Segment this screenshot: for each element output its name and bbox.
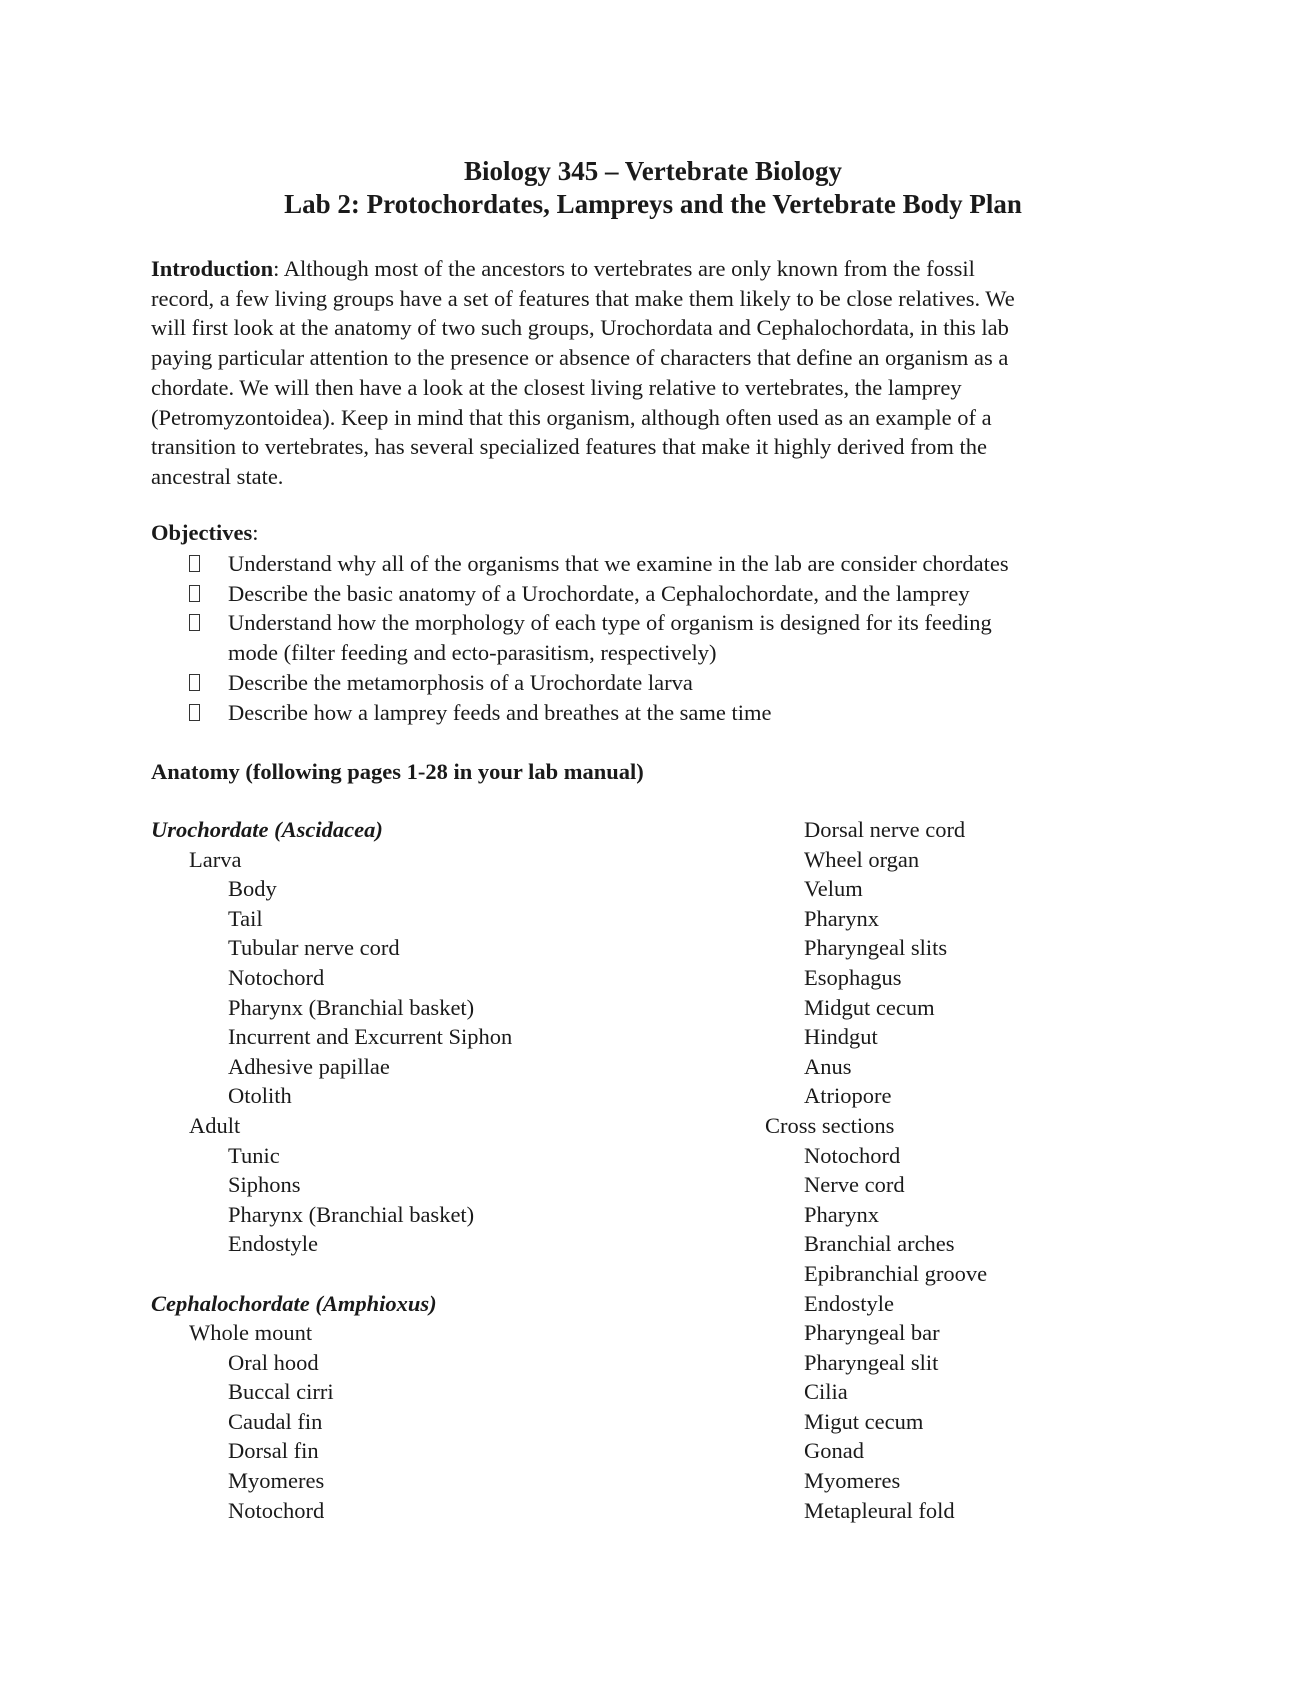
- anatomy-item: Atriopore: [804, 1083, 892, 1109]
- anatomy-item: Endostyle: [804, 1290, 894, 1316]
- anatomy-item: Pharynx: [804, 1201, 879, 1227]
- anatomy-item: Myomeres: [228, 1468, 325, 1494]
- anatomy-item: Tunic: [228, 1142, 280, 1168]
- lab-title: Lab 2: Protochordates, Lampreys and the Vertebrate Body Plan: [284, 189, 1022, 219]
- anatomy-item: Esophagus: [804, 964, 902, 990]
- anatomy-item: Tail: [228, 905, 263, 931]
- anatomy-item: Tubular nerve cord: [228, 935, 400, 961]
- anatomy-item: Hindgut: [804, 1024, 878, 1050]
- bullet-box-icon: [189, 555, 200, 572]
- anatomy-item: Cilia: [804, 1379, 848, 1405]
- intro-line: transition to vertebrates, has several specialized features that make it highly derived from the: [151, 434, 987, 460]
- anatomy-item: Buccal cirri: [228, 1379, 334, 1405]
- anatomy-item: Caudal fin: [228, 1408, 323, 1434]
- intro-line: record, a few living groups have a set of features that make them likely to be close relatives. We: [151, 285, 1015, 311]
- anatomy-item: Myomeres: [804, 1468, 901, 1494]
- anatomy-item: Siphons: [228, 1172, 301, 1198]
- anatomy-item: Metapleural fold: [804, 1497, 955, 1523]
- anatomy-item: Pharynx (Branchial basket): [228, 994, 475, 1020]
- intro-line: ancestral state.: [151, 463, 284, 489]
- bullet-box-icon: [189, 585, 200, 602]
- anatomy-item: Notochord: [228, 1497, 325, 1523]
- anatomy-item: Body: [228, 876, 277, 902]
- objective-item: Describe how a lamprey feeds and breathes at the same time: [0, 698, 1306, 728]
- bullet-box-icon: [189, 614, 200, 631]
- bullet-box-icon: [189, 674, 200, 691]
- intro-line: will first look at the anatomy of two such groups, Urochordata and Cephalochordata, in this lab: [151, 315, 1009, 341]
- intro-line: Introduction: Although most of the ancestors to vertebrates are only known from the fossil: [151, 256, 975, 281]
- anatomy-item: Epibranchial groove: [804, 1260, 988, 1286]
- intro-line: (Petromyzontoidea). Keep in mind that this organism, although often used as an example of a: [151, 404, 992, 430]
- intro-line: chordate. We will then have a look at the closest living relative to vertebrates, the lamprey: [151, 374, 962, 400]
- anatomy-subgroup: Larva: [189, 846, 242, 872]
- anatomy-item: Notochord: [228, 964, 325, 990]
- anatomy-item: Migut cecum: [804, 1408, 924, 1434]
- blank-line: [151, 1259, 711, 1289]
- anatomy-right-column: [727, 815, 1247, 1525]
- anatomy-heading: Anatomy (following pages 1-28 in your lab manual): [151, 759, 644, 784]
- anatomy-item: Nerve cord: [804, 1172, 905, 1198]
- introduction-paragraph: [151, 254, 1161, 492]
- anatomy-group-heading: Cephalochordate (Amphioxus): [151, 1290, 437, 1316]
- anatomy-item: Otolith: [228, 1083, 292, 1109]
- anatomy-item: Pharyngeal slits: [804, 935, 948, 961]
- anatomy-group-heading: Urochordate (Ascidacea): [151, 817, 383, 842]
- anatomy-item: Pharynx (Branchial basket): [228, 1201, 475, 1227]
- anatomy-item: Gonad: [804, 1438, 864, 1464]
- anatomy-item: Adhesive papillae: [228, 1053, 390, 1079]
- objective-item: Understand why all of the organisms that we examine in the lab are consider chordates: [0, 549, 1306, 579]
- anatomy-item: Notochord: [804, 1142, 901, 1168]
- anatomy-subgroup: Whole mount: [189, 1320, 313, 1346]
- anatomy-subgroup: Adult: [189, 1112, 241, 1138]
- anatomy-item: Pharynx: [804, 905, 879, 931]
- anatomy-item: Anus: [804, 1053, 852, 1079]
- bullet-box-icon: [189, 704, 200, 721]
- course-title: Biology 345 – Vertebrate Biology: [464, 156, 842, 186]
- anatomy-item: Wheel organ: [804, 846, 920, 872]
- anatomy-item: Pharyngeal slit: [804, 1349, 939, 1375]
- anatomy-subgroup: Cross sections: [765, 1112, 895, 1138]
- anatomy-left-column: [151, 815, 711, 1525]
- introduction-label: Introduction: [151, 256, 274, 281]
- objective-item: Describe the metamorphosis of a Urochordate larva: [0, 668, 1306, 698]
- anatomy-item: Oral hood: [228, 1349, 319, 1375]
- anatomy-item: Velum: [804, 876, 863, 902]
- anatomy-item: Branchial arches: [804, 1231, 955, 1257]
- objectives-heading: Objectives:: [151, 520, 259, 545]
- anatomy-item: Incurrent and Excurrent Siphon: [228, 1024, 513, 1050]
- objective-item: Describe the basic anatomy of a Urochordate, a Cephalochordate, and the lamprey: [0, 579, 1306, 609]
- anatomy-item: Pharyngeal bar: [804, 1320, 940, 1346]
- objective-item: Understand how the morphology of each type of organism is designed for its feeding mode (filter feeding and ecto-parasitism, respectively): [0, 608, 1306, 667]
- intro-line: paying particular attention to the presence or absence of characters that define an organism as a: [151, 345, 1009, 371]
- anatomy-item: Endostyle: [228, 1231, 318, 1257]
- anatomy-item: Dorsal fin: [228, 1438, 319, 1464]
- objectives-list: [0, 549, 1306, 727]
- anatomy-item: Midgut cecum: [804, 994, 935, 1020]
- anatomy-item: Dorsal nerve cord: [804, 817, 966, 842]
